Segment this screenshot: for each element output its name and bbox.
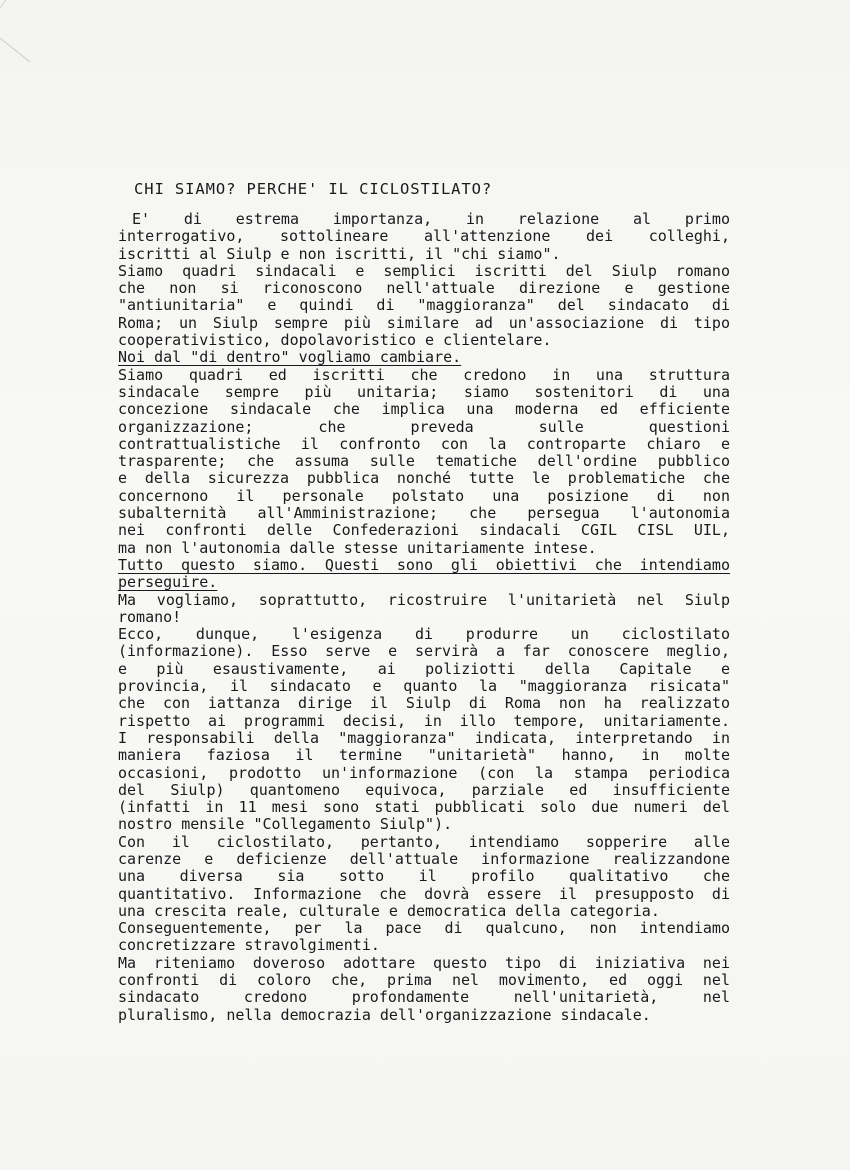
- body-line: contrattualistiche il confronto con la controparte chiaro e: [118, 434, 730, 453]
- body-line: e più esaustivamente, ai poliziotti della Capitale e: [118, 659, 730, 678]
- document-title: CHI SIAMO? PERCHE' IL CICLOSTILATO?: [134, 180, 493, 198]
- body-line: (informazione). Esso serve e servirà a far conoscere meglio,: [118, 642, 730, 661]
- body-line: Siamo quadri sindacali e semplici iscritti del Siulp romano: [118, 261, 730, 280]
- body-line: subalternità all'Amministrazione; che persegua l'autonomia: [118, 504, 730, 523]
- body-line: maniera faziosa il termine "unitarietà" hanno, in molte: [118, 746, 730, 765]
- body-line: nei confronti delle Confederazioni sindacali CGIL CISL UIL,: [118, 521, 730, 540]
- body-line: rispetto ai programmi decisi, in illo tempore, unitariamente.: [118, 711, 730, 730]
- body-line: trasparente; che assuma sulle tematiche dell'ordine pubblico: [118, 452, 730, 471]
- body-line: interrogativo, sottolineare all'attenzione dei colleghi,: [118, 227, 730, 246]
- body-line: cooperativistico, dopolavoristico e clientelare.: [118, 331, 552, 350]
- body-line-underlined: perseguire.: [118, 573, 218, 592]
- body-line: provincia, il sindacato e quanto la "maggioranza risicata": [118, 677, 730, 696]
- body-line: e della sicurezza pubblica nonché tutte le problematiche che: [118, 469, 730, 488]
- body-line: sindacale sempre più unitaria; siamo sostenitori di una: [118, 382, 730, 401]
- body-line: del Siulp) quantomeno equivoca, parziale ed insufficiente: [118, 780, 730, 799]
- body-line: confronti di coloro che, prima nel movimento, ed oggi nel: [118, 971, 730, 990]
- body-line: "antiunitaria" e quindi di "maggioranza" del sindacato di: [118, 296, 730, 315]
- body-line: una crescita reale, culturale e democratica della categoria.: [118, 901, 660, 920]
- body-line: (infatti in 11 mesi sono stati pubblicati solo due numeri del: [118, 798, 730, 817]
- body-line: quantitativo. Informazione che dovrà essere il presupposto di: [118, 884, 730, 903]
- body-line: Roma; un Siulp sempre più similare ad un'associazione di tipo: [118, 313, 730, 332]
- body-line: sindacato credono profondamente nell'unitarietà, nel: [118, 988, 730, 1007]
- body-line: concretizzare stravolgimenti.: [118, 936, 380, 955]
- body-line: carenze e deficienze dell'attuale informazione realizzandone: [118, 849, 730, 868]
- body-line: occasioni, prodotto un'informazione (con la stampa periodica: [118, 763, 730, 782]
- body-line-underlined: Tutto questo siamo. Questi sono gli obiettivi che intendiamo: [118, 555, 730, 574]
- body-line: E' di estrema importanza, in relazione al primo: [132, 210, 730, 228]
- body-line: una diversa sia sotto il profilo qualitativo che: [118, 867, 730, 886]
- body-line: Ecco, dunque, l'esigenza di produrre un ciclostilato: [118, 625, 730, 644]
- body-line: romano!: [118, 607, 182, 626]
- body-line: I responsabili della "maggioranza" indicata, interpretando in: [118, 728, 730, 747]
- body-line: Ma riteniamo doveroso adottare questo tipo di iniziativa nei: [118, 953, 730, 972]
- body-line: concernono il personale polstato una posizione di non: [118, 486, 730, 505]
- body-line: pluralismo, nella democrazia dell'organizzazione sindacale.: [118, 1005, 651, 1024]
- document-body: [118, 211, 730, 1024]
- body-line: organizzazione; che preveda sulle questioni: [118, 417, 730, 436]
- body-line: che con iattanza dirige il Siulp di Roma non ha realizzato: [118, 694, 730, 713]
- body-line: concezione sindacale che implica una moderna ed efficiente: [118, 400, 730, 419]
- body-line: Conseguentemente, per la pace di qualcuno, non intendiamo: [118, 919, 730, 938]
- body-line: Siamo quadri ed iscritti che credono in una struttura: [118, 365, 730, 384]
- body-line: che non si riconoscono nell'attuale direzione e gestione: [118, 279, 730, 298]
- body-line-underlined: Noi dal "di dentro" vogliamo cambiare.: [118, 348, 462, 367]
- body-line: nostro mensile "Collegamento Siulp").: [118, 815, 453, 834]
- body-line: Ma vogliamo, soprattutto, ricostruire l'unitarietà nel Siulp: [118, 590, 730, 609]
- body-line: iscritti al Siulp e non iscritti, il "chi siamo".: [118, 244, 561, 263]
- body-line: Con il ciclostilato, pertanto, intendiamo sopperire alle: [118, 832, 730, 851]
- body-line: ma non l'autonomia dalle stesse unitariamente intese.: [118, 538, 597, 557]
